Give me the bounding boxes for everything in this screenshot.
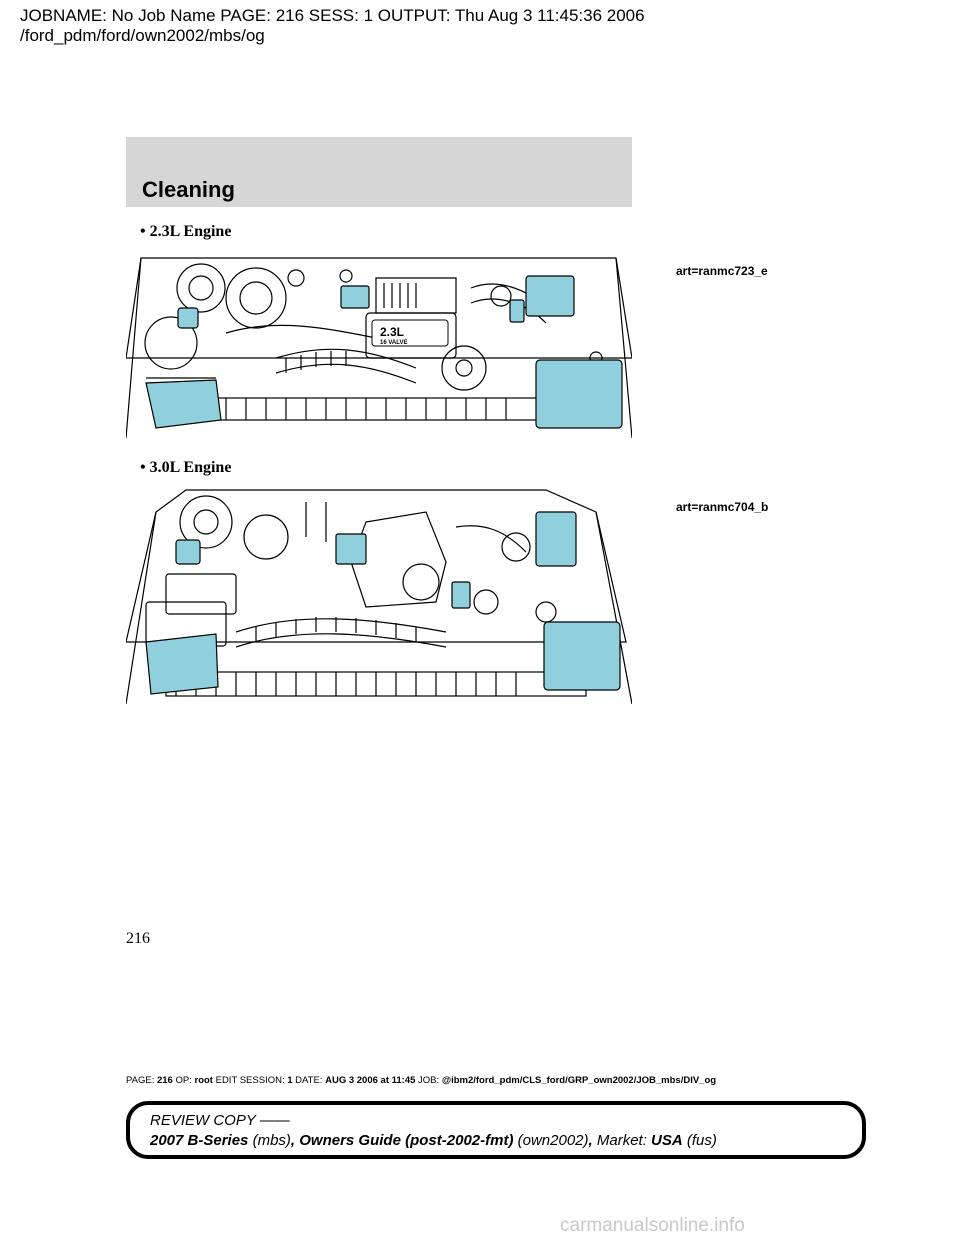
job-path: /ford_pdm/ford/own2002/mbs/og [20, 26, 265, 45]
review-guide: Owners Guide (post-2002-fmt) [299, 1132, 514, 1149]
highlight-brake-fluid [452, 582, 470, 608]
bullet-item-2-3l [140, 223, 231, 241]
review-copy-line1: REVIEW COPY —— [150, 1112, 290, 1129]
review-model-code: (mbs) [252, 1132, 291, 1149]
review-market: USA [651, 1132, 683, 1149]
page-number: 216 [126, 930, 150, 947]
highlight-oil-cap [341, 286, 369, 308]
review-guide-code: (own2002) [517, 1132, 589, 1149]
footer-job-value: @ibm2/ford_pdm/CLS_ford/GRP_own2002/JOB_mbs/DIV_og [441, 1075, 717, 1086]
footer-job-label: JOB: [418, 1075, 440, 1086]
highlight-washer-reservoir [146, 634, 218, 694]
highlight-brake-fluid [510, 300, 524, 322]
review-copy-line2 [150, 1131, 842, 1151]
footer-op-label: OP: [175, 1075, 192, 1086]
bullet-glyph: • [140, 459, 146, 476]
engine-illustration-3-0l [126, 482, 632, 704]
art-ref-3-0l: art=ranmc704_b [676, 500, 769, 514]
highlight-fuse-box [526, 276, 574, 316]
highlight-coolant-cap [178, 308, 198, 328]
highlight-fuse-box [536, 512, 576, 566]
highlight-battery [544, 622, 620, 690]
bullet-glyph: • [140, 223, 146, 240]
engine-badge-size: 2.3L [380, 325, 405, 339]
review-market-label: Market: [596, 1132, 652, 1149]
engine-badge-valve: 16 VALVE [380, 340, 408, 346]
footer-date-label: DATE: [295, 1075, 323, 1086]
engine-3-0l-svg [126, 482, 632, 704]
review-market-code: (fus) [686, 1132, 717, 1149]
engine-illustration-2-3l [126, 248, 632, 438]
watermark: carmanualsonline.info [560, 1215, 745, 1236]
bullet-label: 2.3L Engine [149, 223, 232, 240]
footer-page-value: 216 [156, 1075, 173, 1086]
highlight-oil-cap [336, 534, 366, 564]
review-copy-box [126, 1101, 866, 1159]
footer-edit-label: EDIT SESSION: [215, 1075, 285, 1086]
footer-op-value: root [194, 1075, 213, 1086]
engine-2-3l-svg [126, 248, 632, 438]
review-separator: , [290, 1132, 300, 1149]
footer-date-value: AUG 3 2006 at 11:45 [325, 1075, 416, 1086]
footer-edit-value: 1 [287, 1075, 293, 1086]
review-model: 2007 B-Series [150, 1132, 249, 1149]
job-header: JOBNAME: No Job Name PAGE: 216 SESS: 1 OUTPUT: Thu Aug 3 11:45:36 2006 [20, 6, 645, 25]
review-separator: , [588, 1132, 597, 1149]
highlight-battery [536, 360, 622, 428]
bullet-item-3-0l [140, 459, 231, 477]
art-ref-2-3l: art=ranmc723_e [676, 264, 768, 278]
footer-metadata [126, 1075, 716, 1086]
section-title: Cleaning [142, 177, 235, 202]
section-banner [126, 137, 632, 207]
bullet-label: 3.0L Engine [149, 459, 232, 476]
footer-page-label: PAGE: [126, 1075, 155, 1086]
highlight-coolant-cap [176, 540, 200, 564]
highlight-washer-reservoir [146, 380, 221, 428]
